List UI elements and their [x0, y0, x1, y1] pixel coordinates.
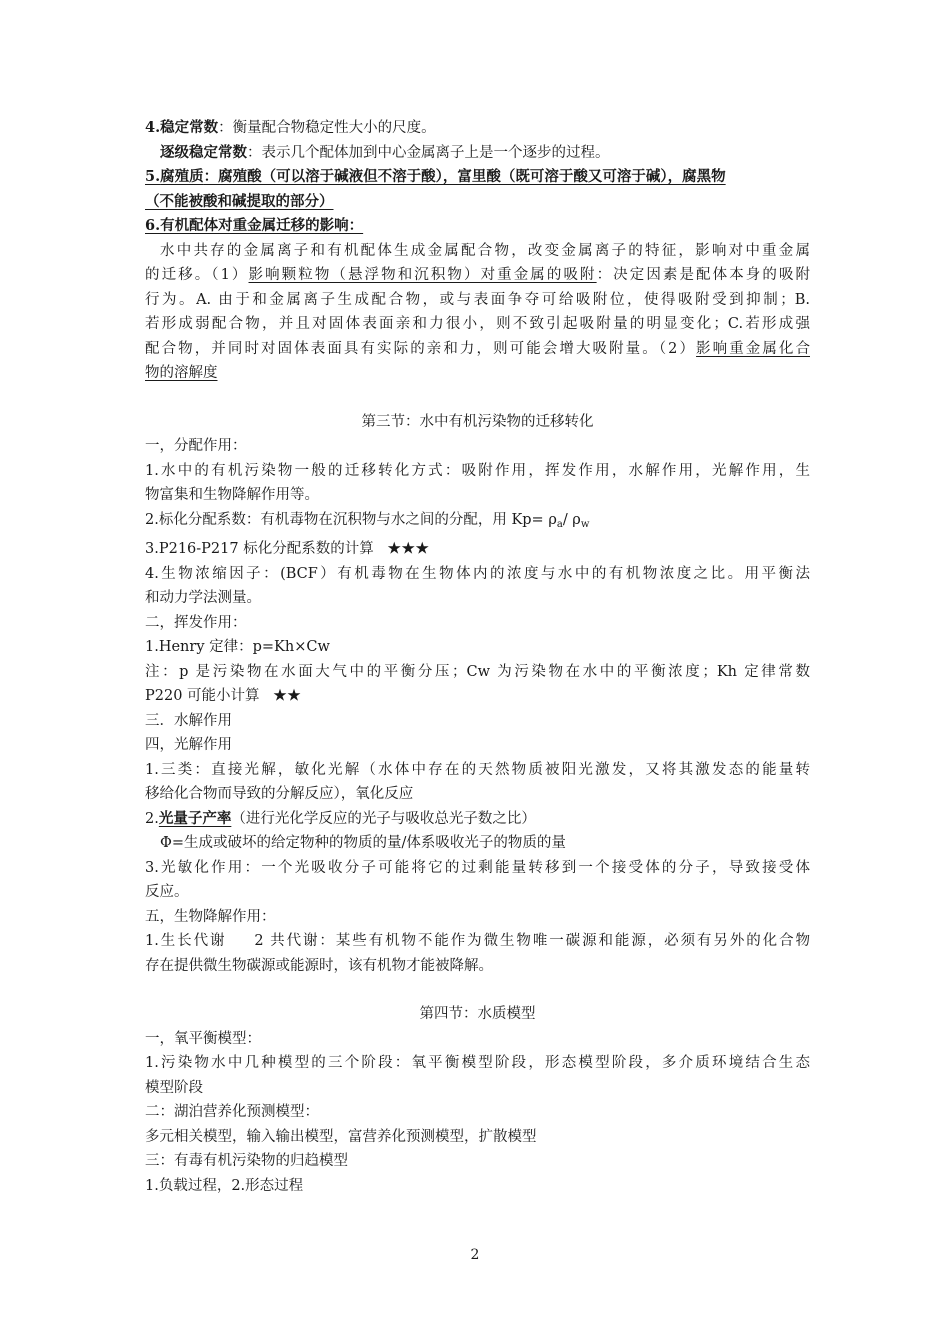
- text-run: ：决定因素是配体本身的吸附: [596, 267, 810, 283]
- formula-line: [145, 508, 810, 538]
- paragraph-line: 注：p 是污染物在水面大气中的平衡分压；Cw 为污染物在水中的平衡浓度；Kh 定律常数: [145, 663, 810, 680]
- section-title: 第四节：水质模型: [419, 1006, 536, 1022]
- formula-line: Φ=生成或破坏的给定物种的物质的量/体系吸收光子的物质的量: [160, 835, 566, 851]
- paragraph-line: 行为。A. 由于和金属离子生成配合物，或与表面争夺可给吸附位，使得吸附受到抑制；B.: [145, 291, 810, 308]
- text-run: 配合物，并同时对固体表面具有实际的亲和力，则可能会增大吸附量。（2）: [145, 340, 697, 357]
- item-number: 5.: [145, 168, 161, 185]
- subheading: 一，氧平衡模型：: [145, 1030, 261, 1047]
- underlined-text: 影响颗粒物（悬浮物和沉积物）对重金属的吸附: [248, 267, 597, 283]
- paragraph-line: [145, 337, 810, 362]
- term-definition: （不能被酸和碱提取的部分）: [145, 192, 334, 210]
- paragraph-line: 1.三类：直接光解，敏化光解（水体中存在的天然物质被阳光激发，又将其激发态的能量转: [145, 761, 810, 778]
- subscript: a: [556, 518, 563, 530]
- paragraph-line: 移给化合物而导致的分解反应），氧化反应: [145, 786, 414, 802]
- term-label: 光量子产率: [158, 809, 232, 827]
- subheading: 三．水解作用: [145, 712, 232, 729]
- text-run: 2 共代谢：某些有机物不能作为微生物唯一碳源和能源，必须有另外的化合物: [254, 933, 810, 949]
- term-definition: ：腐殖酸（可以溶于碱液但不溶于酸），富里酸（既可溶于酸又可溶于碱），腐黑物: [203, 168, 726, 185]
- subheading: 一，分配作用：: [145, 438, 247, 454]
- paragraph-line: 反应。: [145, 884, 189, 900]
- item-stepwise-constant: [145, 141, 810, 166]
- item-stability-constant: [145, 116, 810, 141]
- paragraph-line: [145, 807, 810, 832]
- paragraph-line: 模型阶段: [145, 1079, 203, 1096]
- underlined-text: 影响重金属化合: [696, 340, 810, 357]
- paragraph-line: 若形成弱配合物，并且对固体表面亲和力很小，则不致引起吸附量的明显变化；C.若形成强: [145, 316, 810, 332]
- paragraph-line: [145, 263, 810, 288]
- term-definition: ：衡量配合物稳定性大小的尺度。: [218, 120, 436, 136]
- paragraph-line: 1.负载过程，2.形态过程: [145, 1177, 304, 1194]
- paragraph-line: 存在提供微生物碳源或能源时，该有机物才能被降解。: [145, 957, 493, 974]
- star-rating-icon: ★★: [273, 687, 302, 704]
- text-run: P220 可能小计算: [145, 688, 260, 704]
- star-rating-icon: ★★★: [387, 540, 430, 557]
- text-run: 1.生长代谢: [145, 933, 227, 949]
- paragraph-line: 和动力学法测量。: [145, 590, 261, 606]
- page-number: 2: [470, 1247, 480, 1263]
- paragraph-line: 物富集和生物降解作用等。: [145, 487, 319, 503]
- subheading: 五，生物降解作用：: [145, 908, 276, 925]
- item-humus-line-1: [145, 165, 810, 190]
- spacer: [145, 386, 810, 410]
- term-definition: （进行光化学反应的光子与吸收总光子数之比）: [231, 810, 536, 827]
- term-label: 腐殖质: [160, 168, 204, 185]
- paragraph-line: [145, 684, 810, 709]
- text-run: 的迁移。（1）: [145, 267, 249, 283]
- page-content: [145, 116, 810, 1198]
- subheading: 二，挥发作用：: [145, 614, 247, 631]
- subheading: 二：湖泊营养化预测模型：: [145, 1104, 319, 1120]
- paragraph-line: [145, 361, 810, 386]
- underlined-text: 物的溶解度: [145, 365, 218, 381]
- heading-organic-ligand: 6.有机配体对重金属迁移的影响：: [145, 217, 364, 234]
- paragraph-line: [145, 929, 810, 954]
- paragraph-line: 4.生物浓缩因子：(BCF）有机毒物在生物体内的浓度与水中的有机物浓度之比。用平衡法: [145, 565, 810, 582]
- paragraph-line: 多元相关模型，输入输出模型，富营养化预测模型，扩散模型: [145, 1128, 537, 1145]
- paragraph-line: 水中共存的金属离子和有机配体生成金属配合物，改变金属离子的特征，影响对中重金属: [160, 242, 810, 259]
- item-humus-line-2: [145, 190, 810, 215]
- subheading: 四，光解作用: [145, 737, 232, 753]
- section-title: 第三节：水中有机污染物的迁移转化: [361, 413, 594, 430]
- term-label: 4.稳定常数: [145, 119, 219, 136]
- paragraph-line: [145, 537, 810, 562]
- text-run: 2.标化分配系数：有机毒物在沉积物与水之间的分配，用 Kp= ρ: [145, 511, 557, 528]
- subheading: 三：有毒有机污染物的归趋模型: [145, 1153, 348, 1169]
- subscript: w: [580, 518, 590, 530]
- text-run: 3.P216-P217 标化分配系数的计算: [145, 541, 374, 557]
- paragraph-line: 3.光敏化作用：一个光吸收分子可能将它的过剩能量转移到一个接受体的分子，导致接受体: [145, 859, 810, 876]
- term-definition: ：表示几个配体加到中心金属离子上是一个逐步的过程。: [247, 144, 610, 161]
- paragraph-line: 1.水中的有机污染物一般的迁移转化方式：吸附作用，挥发作用，水解作用，光解作用，生: [145, 462, 810, 479]
- term-label: 逐级稳定常数: [160, 143, 247, 161]
- text-run: / ρ: [562, 511, 581, 528]
- spacer: [145, 978, 810, 1002]
- paragraph-line: 1.Henry 定律：p=Kh×Cw: [145, 639, 330, 655]
- item-number: 2.: [145, 810, 159, 827]
- paragraph-line: 1.污染物水中几种模型的三个阶段：氧平衡模型阶段，形态模型阶段，多介质环境结合生态: [145, 1055, 810, 1071]
